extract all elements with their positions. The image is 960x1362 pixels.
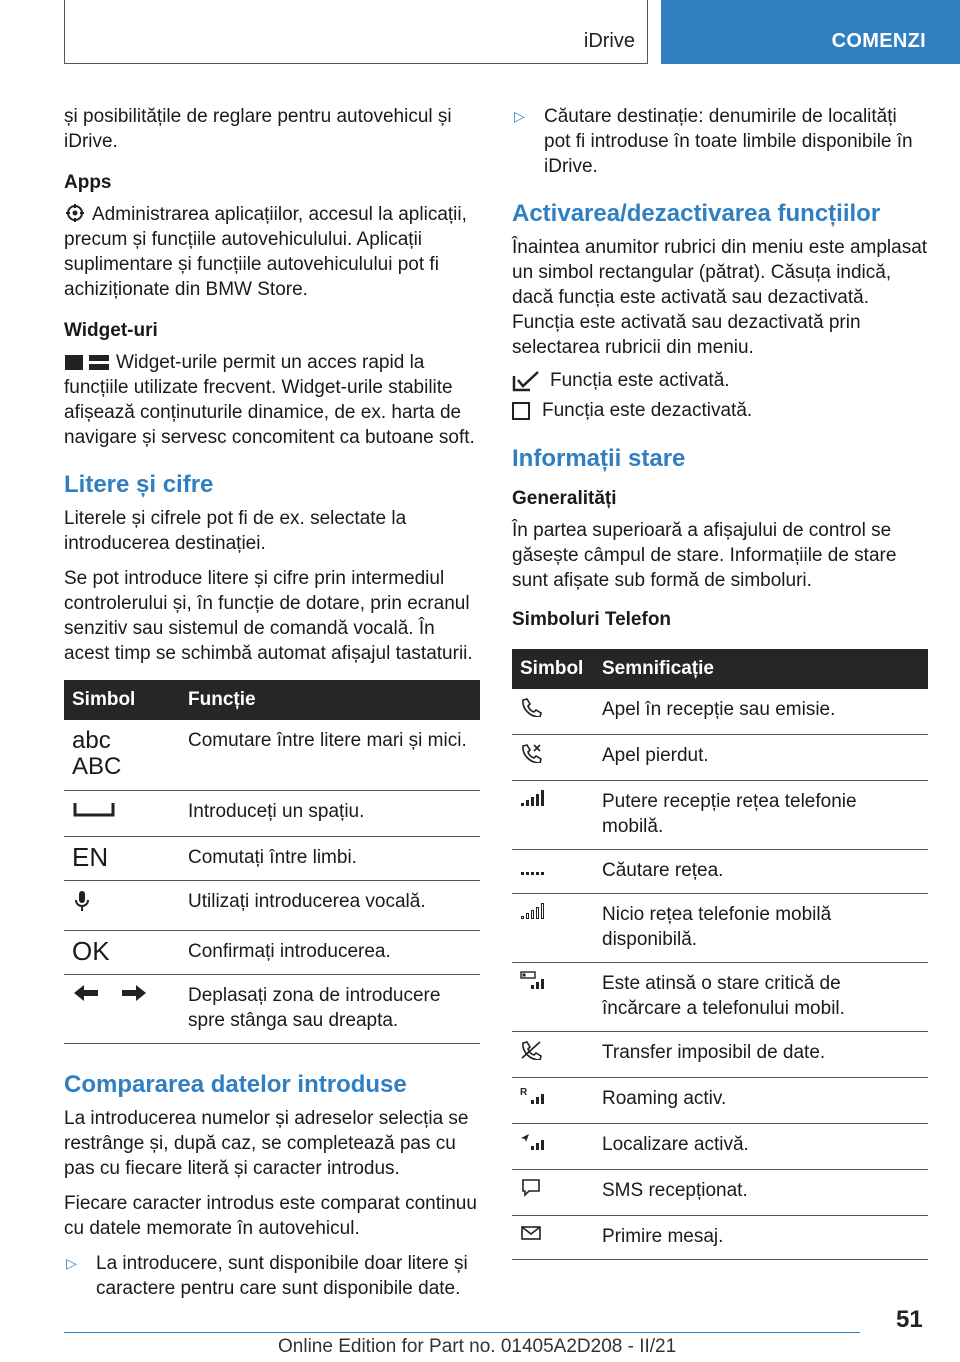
- table-header-meaning: Semnificație: [594, 649, 928, 689]
- bullet-triangle-icon: ▷: [66, 1255, 77, 1271]
- table-row: [512, 850, 928, 894]
- svg-text:R: R: [520, 1087, 528, 1098]
- table-row: [512, 735, 928, 781]
- phone-symbols-table: [512, 649, 928, 1260]
- apps-text: [64, 202, 480, 302]
- table-row: [512, 781, 928, 850]
- table-row: [512, 963, 928, 1032]
- table-cell: Introduceți un spațiu.: [180, 791, 480, 837]
- apps-title: Apps: [64, 172, 112, 193]
- widgets-description: Widget-urile permit un acces rapid la funcțiile utilizate frecvent. Widget-urile stabilite afișează conținuturile dinamice, de ex. harta de navigare și servesc concomitent ca butoane soft.: [64, 352, 475, 448]
- table-cell: Localizare activă.: [594, 1124, 928, 1170]
- widgets-icon: [64, 353, 110, 371]
- table-cell: Primire mesaj.: [594, 1216, 928, 1260]
- table-cell: Căutare rețea.: [594, 850, 928, 894]
- language-icon: EN: [64, 837, 180, 881]
- letters-paragraph-1: Literele și cifrele pot fi de ex. selectate la introducerea destinației.: [64, 508, 407, 554]
- right-column: [512, 104, 928, 1260]
- compare-paragraph-1: La introducerea numelor și adreselor selecția se restrânge și, după caz, se completează pas cu pas cu fiecare literă și caracter introdus.: [64, 1108, 469, 1179]
- table-row: [512, 689, 928, 735]
- widgets-text: [64, 350, 480, 450]
- ok-icon: OK: [64, 931, 180, 975]
- general-title: Generalități: [512, 488, 617, 509]
- checkbox-checked-icon: [512, 370, 542, 392]
- table-cell: SMS recepționat.: [594, 1170, 928, 1216]
- checkbox-off-row: Funcția este dezactivată.: [512, 400, 928, 422]
- table-cell: Apel în recepție sau emisie.: [594, 689, 928, 735]
- table-row: [512, 1124, 928, 1170]
- table-cell: Este atinsă o stare critică de încărcare a telefonului mobil.: [594, 963, 928, 1032]
- case-toggle-icon: abc ABC: [64, 720, 180, 791]
- table-cell: Transfer imposibil de date.: [594, 1032, 928, 1078]
- arrows-left-right-icon: [72, 983, 148, 1003]
- table-header-function: Funcție: [180, 680, 480, 720]
- footer-divider: [64, 1332, 860, 1333]
- checkbox-on-row: Funcția este activată.: [512, 370, 928, 392]
- footer-edition: Online Edition for Part no. 01405A2D208 - II/21: [278, 1336, 677, 1357]
- network-search-icon: [520, 858, 546, 876]
- apps-description: Administrarea aplicațiilor, accesul la aplicații, precum și funcțiile autovehiculului. Aplicații suplimentare și funcțiile autovehiculului pot fi achiziționate din BMW Store.: [64, 204, 467, 300]
- phone-symbols-title: Simboluri Telefon: [512, 609, 672, 630]
- missed-call-icon: [520, 743, 542, 763]
- header-section-title: iDrive: [583, 30, 635, 52]
- destination-bullet: ▷ Căutare destinație: denumirile de localități pot fi introduse în toate limbile disponibile în iDrive.: [514, 106, 913, 177]
- letters-heading: Litere și cifre: [64, 471, 214, 498]
- table-cell: Comutare între litere mari și mici.: [180, 720, 480, 791]
- table-row: [64, 720, 480, 791]
- apps-icon: [64, 203, 86, 223]
- bullet-triangle-icon: ▷: [514, 108, 525, 124]
- intro-text: și posibilitățile de reglare pentru autovehicul și iDrive.: [64, 106, 452, 152]
- table-cell: Nicio rețea telefonie mobilă disponibilă.: [594, 894, 928, 963]
- table-cell: Utilizați introducerea vocală.: [180, 881, 480, 931]
- table-row: [512, 1170, 928, 1216]
- microphone-icon: [72, 889, 92, 913]
- table-row: [512, 1078, 928, 1124]
- table-row: [64, 837, 480, 881]
- roaming-icon: [520, 1086, 546, 1106]
- table-cell: Apel pierdut.: [594, 735, 928, 781]
- no-data-icon: [520, 1040, 542, 1060]
- table-cell: Roaming activ.: [594, 1078, 928, 1124]
- header-chapter-tab[interactable]: [661, 0, 960, 64]
- phone-call-icon: [520, 697, 542, 717]
- activate-paragraph: Înaintea anumitor rubrici din meniu este amplasat un simbol rectangular (pătrat). Căsuța indică, dacă funcția este activată sau dezactivată. Funcția este activată sau dezactivată prin selectarea rubricii din meniu.: [512, 237, 928, 358]
- table-cell: Deplasați zona de introducere spre stânga sau dreapta.: [180, 975, 480, 1044]
- widgets-title: Widget-uri: [64, 320, 158, 341]
- compare-paragraph-2: Fiecare caracter introdus este comparat continuu cu datele memorate în autovehicul.: [64, 1193, 477, 1239]
- keyboard-symbols-table: [64, 680, 480, 1044]
- header-chapter-label: COMENZI: [831, 30, 926, 52]
- table-row: [64, 881, 480, 931]
- letters-paragraph-2: Se pot introduce litere și cifre prin intermediul controlerului și, în funcție de dotare, prin ecranul senzitiv sau sistemul de comandă vocală. În acest timp se schimbă automat afișajul tastaturii.: [64, 568, 473, 664]
- status-heading: Informații stare: [512, 445, 686, 472]
- page-number: 51: [896, 1306, 923, 1333]
- mail-icon: [520, 1224, 542, 1242]
- table-row: [64, 791, 480, 837]
- sms-icon: [520, 1178, 542, 1198]
- table-header-symbol: Simbol: [512, 649, 594, 689]
- table-row: [64, 975, 480, 1044]
- location-icon: [520, 1132, 546, 1152]
- table-cell: Putere recepție rețea telefonie mobilă.: [594, 781, 928, 850]
- table-cell: Comutați între limbi.: [180, 837, 480, 881]
- no-network-icon: [520, 902, 546, 920]
- battery-critical-icon: [520, 971, 546, 991]
- space-icon: [72, 799, 116, 819]
- checkbox-unchecked-icon: [512, 402, 530, 420]
- table-row: [64, 931, 480, 975]
- table-header-symbol: Simbol: [64, 680, 180, 720]
- table-row: [512, 1032, 928, 1078]
- table-row: [512, 1216, 928, 1260]
- signal-strength-icon: [520, 789, 546, 807]
- table-row: [512, 894, 928, 963]
- compare-bullet: ▷ La introducere, sunt disponibile doar litere și caractere pentru care sunt disponibile date.: [66, 1253, 468, 1299]
- header-section-box: [64, 0, 648, 64]
- table-cell: Confirmați introducerea.: [180, 931, 480, 975]
- left-column: [64, 104, 480, 1311]
- general-paragraph: În partea superioară a afișajului de control se găsește câmpul de stare. Informațiile de stare sunt afișate sub formă de simboluri.: [512, 520, 897, 591]
- activate-heading: Activarea/dezactivarea funcțiilor: [512, 200, 881, 227]
- compare-heading: Compararea datelor introduse: [64, 1071, 407, 1098]
